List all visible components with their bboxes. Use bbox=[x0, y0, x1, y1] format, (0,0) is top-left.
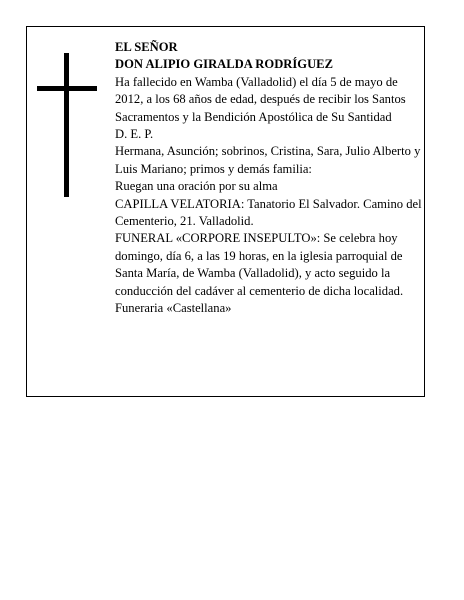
funeral-info: FUNERAL «CORPORE INSEPULTO»: Se celebra hoy domingo, día 6, a las 19 horas, en la iglesia parroquial de Santa María, de Wamba (Valladolid), y acto seguido la conducción del cadáver al cementerio de dicha localidad. bbox=[115, 231, 404, 298]
cross-horizontal-bar bbox=[37, 86, 97, 91]
funeral-home: Funeraria «Castellana» bbox=[115, 301, 232, 316]
death-announcement: Ha fallecido en Wamba (Valladolid) el día 5 de mayo de 2012, a los 68 años de edad, después de recibir los Santos Sacramentos y la Bendición Apostólica de Su Santidad bbox=[115, 74, 406, 124]
deceased-name: DON ALIPIO GIRALDA RODRÍGUEZ bbox=[115, 57, 333, 72]
prayer-request: Ruegan una oración por su alma bbox=[115, 179, 278, 194]
chapel-info: CAPILLA VELATORIA: Tanatorio El Salvador. Camino del Cementerio, 21. Valladolid. bbox=[115, 196, 422, 229]
notice-body bbox=[115, 39, 423, 318]
cross-icon bbox=[37, 53, 97, 197]
cross-vertical-bar bbox=[64, 53, 69, 197]
notice-title: EL SEÑOR bbox=[115, 40, 178, 54]
rip-text: D. E. P. bbox=[115, 127, 154, 142]
family-list: Hermana, Asunción; sobrinos, Cristina, Sara, Julio Alberto y Luis Mariano; primos y demás familia: bbox=[115, 144, 421, 176]
